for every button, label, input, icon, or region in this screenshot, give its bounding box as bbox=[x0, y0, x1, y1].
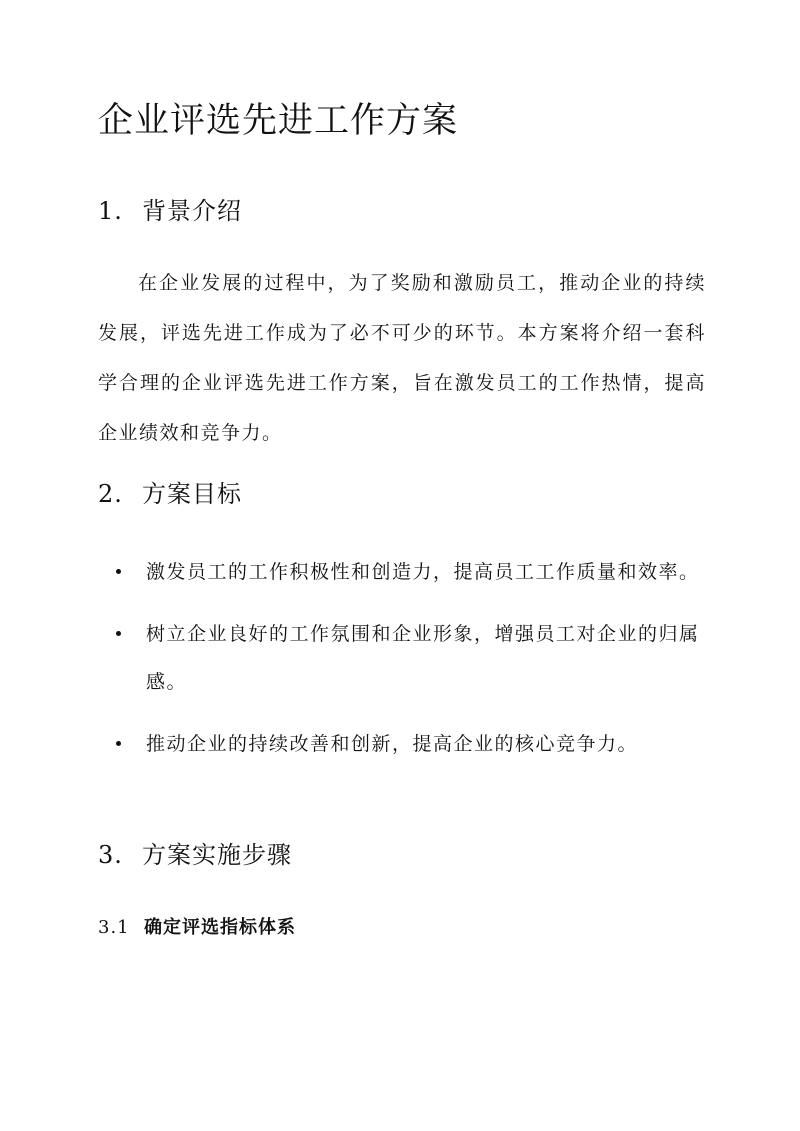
section-title: 方案目标 bbox=[142, 480, 242, 508]
bullet-icon bbox=[116, 631, 121, 636]
section-number: 1. bbox=[98, 197, 123, 225]
section-heading-steps bbox=[98, 837, 292, 873]
section-heading-goals bbox=[98, 476, 242, 512]
list-item-text: 推动企业的持续改善和创新，提高企业的核心竞争力。 bbox=[146, 733, 639, 755]
section-number: 3. bbox=[98, 841, 123, 869]
document-title: 企业评选先进工作方案 bbox=[98, 101, 459, 141]
list-item-text: 激发员工的工作积极性和创造力，提高员工工作质量和效率。 bbox=[146, 561, 700, 583]
bullet-icon bbox=[116, 741, 121, 746]
section-title: 背景介绍 bbox=[142, 197, 242, 225]
subsection-number: 3.1 bbox=[98, 917, 130, 938]
list-item bbox=[110, 610, 700, 706]
subsection-title: 确定评选指标体系 bbox=[144, 917, 296, 938]
section-heading-background bbox=[98, 193, 242, 229]
section-title: 方案实施步骤 bbox=[142, 841, 292, 869]
subsection-heading bbox=[98, 914, 296, 942]
goals-list bbox=[110, 548, 700, 782]
list-item-text: 树立企业良好的工作氛围和企业形象，增强员工对企业的归属感。 bbox=[146, 623, 700, 693]
bullet-icon bbox=[116, 569, 121, 574]
background-paragraph: 在企业发展的过程中，为了奖励和激励员工，推动企业的持续发展，评选先进工作成为了必不可少的环节。本方案将介绍一套科学合理的企业评选先进工作方案，旨在激发员工的工作热情，提高企业绩效和竞争力。 bbox=[98, 272, 706, 444]
list-item bbox=[110, 720, 700, 768]
list-item bbox=[110, 548, 700, 596]
section-number: 2. bbox=[98, 480, 123, 508]
